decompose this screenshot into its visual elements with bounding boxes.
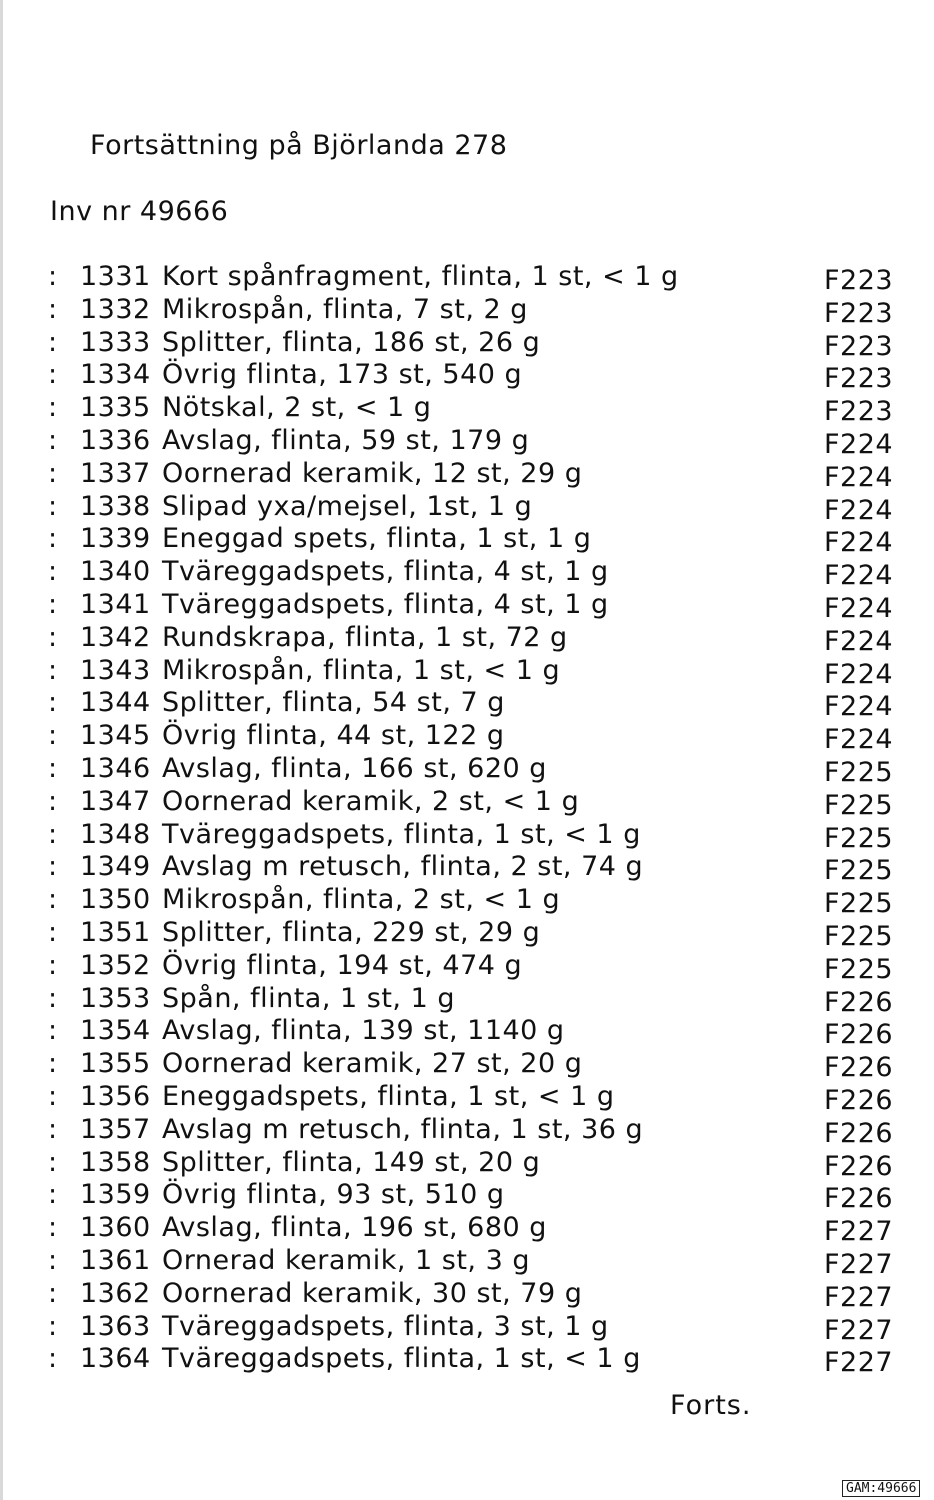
entry-number: 1348 (80, 818, 151, 850)
list-item (0, 786, 934, 819)
entry-colon: : (48, 949, 58, 981)
entry-number: 1351 (80, 916, 151, 948)
entry-colon: : (48, 916, 58, 948)
list-item (0, 458, 934, 491)
list-item (0, 1147, 934, 1180)
list-item (0, 491, 934, 524)
entry-colon: : (48, 293, 58, 325)
entry-find-code: F224 (824, 724, 894, 756)
entry-description: Slipad yxa/mejsel, 1st, 1 g (162, 490, 533, 522)
entry-number: 1344 (80, 687, 151, 719)
entry-number: 1338 (80, 490, 151, 522)
entry-description: Eneggad spets, flinta, 1 st, 1 g (162, 523, 592, 555)
continuation-note: Forts. (670, 1390, 752, 1421)
entry-colon: : (48, 1179, 58, 1211)
list-item (0, 294, 934, 327)
entry-description: Avslag m retusch, flinta, 1 st, 36 g (162, 1113, 644, 1145)
entry-find-code: F224 (824, 625, 894, 657)
entry-colon: : (48, 1310, 58, 1342)
entry-number: 1357 (80, 1113, 151, 1145)
entry-find-code: F224 (824, 691, 894, 723)
entry-colon: : (48, 359, 58, 391)
list-item (0, 720, 934, 756)
entry-colon: : (48, 326, 58, 358)
entry-find-code: F224 (824, 658, 894, 690)
list-item (0, 359, 934, 395)
entry-colon: : (48, 687, 58, 719)
entry-number: 1339 (80, 523, 151, 555)
list-item (0, 1245, 934, 1278)
entry-find-code: F226 (824, 1052, 894, 1084)
entry-colon: : (48, 490, 58, 522)
archive-stamp: GAM:49666 (842, 1480, 920, 1497)
entry-number: 1355 (80, 1048, 151, 1080)
entry-description: Avslag m retusch, flinta, 2 st, 74 g (162, 851, 644, 883)
entry-colon: : (48, 556, 58, 588)
entry-colon: : (48, 424, 58, 456)
list-item (0, 589, 934, 622)
entry-number: 1342 (80, 621, 151, 653)
list-item (0, 1081, 934, 1114)
entry-find-code: F223 (824, 330, 894, 362)
entry-description: Splitter, flinta, 54 st, 7 g (162, 687, 505, 719)
list-item (0, 1179, 934, 1215)
entry-colon: : (48, 1113, 58, 1145)
entry-find-code: F224 (824, 494, 894, 526)
entry-colon: : (48, 752, 58, 784)
entry-description: Spån, flinta, 1 st, 1 g (162, 982, 455, 1014)
entry-description: Tväreggadspets, flinta, 3 st, 1 g (162, 1310, 609, 1342)
entry-colon: : (48, 654, 58, 686)
entry-colon: : (48, 261, 58, 292)
entry-find-code: F226 (824, 1084, 894, 1116)
entry-description: Mikrospån, flinta, 7 st, 2 g (162, 293, 528, 325)
list-item (0, 261, 934, 294)
entry-description: Oornerad keramik, 12 st, 29 g (162, 457, 583, 489)
entry-find-code: F225 (824, 789, 894, 821)
entry-list (0, 261, 934, 1379)
entry-description: Splitter, flinta, 229 st, 29 g (162, 916, 541, 948)
entry-find-code: F224 (824, 461, 894, 493)
entry-find-code: F225 (824, 888, 894, 920)
entry-colon: : (48, 851, 58, 883)
entry-number: 1352 (80, 949, 151, 981)
entry-find-code: F223 (824, 265, 894, 296)
list-item (0, 1343, 934, 1379)
entry-find-code: F224 (824, 592, 894, 624)
entry-find-code: F227 (824, 1248, 894, 1280)
entry-colon: : (48, 457, 58, 489)
entry-colon: : (48, 1212, 58, 1244)
entry-find-code: F227 (824, 1281, 894, 1313)
list-item (0, 1311, 934, 1344)
list-item (0, 1015, 934, 1051)
list-item (0, 753, 934, 786)
list-item (0, 819, 934, 852)
list-item (0, 327, 934, 360)
entry-find-code: F224 (824, 560, 894, 592)
entry-number: 1356 (80, 1080, 151, 1112)
entry-colon: : (48, 1015, 58, 1047)
list-item (0, 1212, 934, 1248)
entry-description: Splitter, flinta, 149 st, 20 g (162, 1146, 541, 1178)
entry-description: Övrig flinta, 44 st, 122 g (162, 720, 505, 752)
list-item (0, 950, 934, 983)
entry-description: Tväreggadspets, flinta, 4 st, 1 g (162, 588, 609, 620)
entry-find-code: F224 (824, 428, 894, 460)
list-item (0, 622, 934, 655)
entry-number: 1345 (80, 720, 151, 752)
entry-find-code: F225 (824, 855, 894, 887)
entry-description: Övrig flinta, 173 st, 540 g (162, 359, 523, 391)
entry-description: Övrig flinta, 93 st, 510 g (162, 1179, 505, 1211)
entry-colon: : (48, 818, 58, 850)
entry-find-code: F227 (824, 1216, 894, 1248)
entry-description: Splitter, flinta, 186 st, 26 g (162, 326, 541, 358)
entry-number: 1350 (80, 884, 151, 916)
entry-colon: : (48, 1343, 58, 1375)
list-item (0, 523, 934, 559)
entry-find-code: F225 (824, 953, 894, 985)
entry-description: Eneggadspets, flinta, 1 st, < 1 g (162, 1080, 615, 1112)
entry-description: Avslag, flinta, 59 st, 179 g (162, 424, 530, 456)
entry-find-code: F225 (824, 756, 894, 788)
entry-description: Tväreggadspets, flinta, 1 st, < 1 g (162, 1343, 641, 1375)
entry-number: 1343 (80, 654, 151, 686)
entry-number: 1354 (80, 1015, 151, 1047)
entry-number: 1358 (80, 1146, 151, 1178)
entry-description: Oornerad keramik, 30 st, 79 g (162, 1277, 583, 1309)
entry-description: Rundskrapa, flinta, 1 st, 72 g (162, 621, 568, 653)
entry-colon: : (48, 1048, 58, 1080)
entry-number: 1353 (80, 982, 151, 1014)
document-heading: Fortsättning på Björlanda 278 (90, 130, 508, 161)
list-item (0, 1114, 934, 1147)
entry-find-code: F225 (824, 822, 894, 854)
entry-description: Tväreggadspets, flinta, 4 st, 1 g (162, 556, 609, 588)
entry-description: Nötskal, 2 st, < 1 g (162, 392, 432, 424)
entry-number: 1364 (80, 1343, 151, 1375)
list-item (0, 556, 934, 592)
list-item (0, 687, 934, 723)
entry-colon: : (48, 884, 58, 916)
entry-description: Oornerad keramik, 2 st, < 1 g (162, 785, 580, 817)
entry-number: 1360 (80, 1212, 151, 1244)
list-item (0, 392, 934, 428)
entry-colon: : (48, 720, 58, 752)
list-item (0, 851, 934, 887)
entry-number: 1335 (80, 392, 151, 424)
entry-colon: : (48, 1080, 58, 1112)
entry-colon: : (48, 1244, 58, 1276)
entry-description: Oornerad keramik, 27 st, 20 g (162, 1048, 583, 1080)
entry-description: Kort spånfragment, flinta, 1 st, < 1 g (162, 261, 679, 292)
entry-description: Tväreggadspets, flinta, 1 st, < 1 g (162, 818, 641, 850)
entry-description: Mikrospån, flinta, 2 st, < 1 g (162, 884, 561, 916)
entry-description: Mikrospån, flinta, 1 st, < 1 g (162, 654, 561, 686)
entry-colon: : (48, 621, 58, 653)
entry-number: 1363 (80, 1310, 151, 1342)
entry-colon: : (48, 982, 58, 1014)
list-item (0, 917, 934, 950)
entry-colon: : (48, 1146, 58, 1178)
list-item (0, 983, 934, 1016)
entry-number: 1361 (80, 1244, 151, 1276)
entry-find-code: F225 (824, 920, 894, 952)
list-item (0, 1278, 934, 1311)
entry-description: Avslag, flinta, 139 st, 1140 g (162, 1015, 565, 1047)
entry-colon: : (48, 392, 58, 424)
entry-number: 1334 (80, 359, 151, 391)
list-item (0, 1048, 934, 1084)
entry-find-code: F223 (824, 396, 894, 428)
list-item (0, 425, 934, 458)
list-item (0, 884, 934, 920)
entry-description: Ornerad keramik, 1 st, 3 g (162, 1244, 530, 1276)
entry-number: 1362 (80, 1277, 151, 1309)
entry-colon: : (48, 1277, 58, 1309)
entry-number: 1346 (80, 752, 151, 784)
entry-number: 1349 (80, 851, 151, 883)
entry-number: 1331 (80, 261, 151, 292)
inventory-number: Inv nr 49666 (50, 196, 229, 227)
entry-find-code: F226 (824, 1117, 894, 1149)
entry-number: 1333 (80, 326, 151, 358)
entry-find-code: F226 (824, 1183, 894, 1215)
entry-description: Avslag, flinta, 166 st, 620 g (162, 752, 547, 784)
entry-find-code: F226 (824, 1150, 894, 1182)
entry-number: 1341 (80, 588, 151, 620)
entry-find-code: F226 (824, 986, 894, 1018)
entry-number: 1340 (80, 556, 151, 588)
entry-find-code: F226 (824, 1019, 894, 1051)
entry-colon: : (48, 588, 58, 620)
entry-description: Avslag, flinta, 196 st, 680 g (162, 1212, 547, 1244)
entry-find-code: F223 (824, 297, 894, 329)
entry-number: 1336 (80, 424, 151, 456)
entry-number: 1347 (80, 785, 151, 817)
entry-find-code: F227 (824, 1314, 894, 1346)
entry-number: 1337 (80, 457, 151, 489)
entry-number: 1332 (80, 293, 151, 325)
entry-description: Övrig flinta, 194 st, 474 g (162, 949, 523, 981)
entry-find-code: F227 (824, 1347, 894, 1379)
list-item (0, 655, 934, 688)
entry-colon: : (48, 523, 58, 555)
entry-colon: : (48, 785, 58, 817)
entry-find-code: F224 (824, 527, 894, 559)
entry-number: 1359 (80, 1179, 151, 1211)
entry-find-code: F223 (824, 363, 894, 395)
